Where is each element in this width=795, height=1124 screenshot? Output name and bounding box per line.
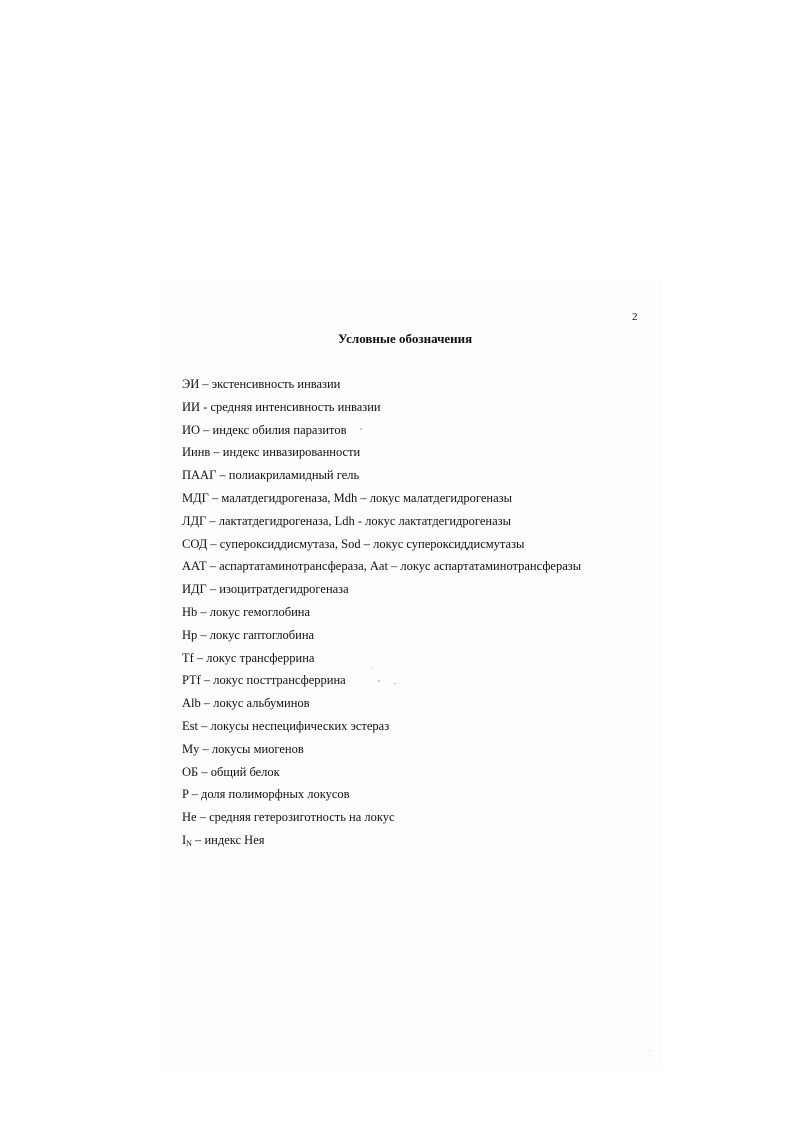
nei-index-description: – индекс Нея — [191, 832, 265, 847]
abbreviation-item: Иинв – индекс инвазированности — [182, 445, 361, 460]
abbreviation-item-nei-index — [182, 831, 581, 854]
abbreviation-item: He – средняя гетерозиготность на локус — [182, 810, 395, 825]
scan-speck — [650, 1050, 651, 1051]
abbreviation-item: ЭИ – экстенсивность инвазии — [182, 377, 341, 391]
abbreviation-item: Hp – локус гаптоглобина — [182, 627, 315, 642]
scan-speck — [360, 428, 362, 430]
nei-index-symbol: I — [182, 832, 187, 847]
nei-index-subscript: N — [186, 838, 192, 848]
abbreviation-item: МДГ – малатдегидрогеназа, Mdh – локус малатдегидрогеназы — [182, 490, 513, 505]
abbreviation-item: ИО – индекс обилия паразитов — [182, 422, 347, 437]
abbreviation-item: Est – локусы неспецифических эстераз — [182, 718, 390, 733]
abbreviation-item: ОБ – общий белок — [182, 764, 280, 779]
page-number: 2 — [632, 311, 638, 323]
document-title: Условные обозначения — [338, 331, 473, 346]
scan-speck — [372, 668, 373, 669]
abbreviation-item: P – доля полиморфных локусов — [182, 787, 350, 802]
abbreviation-item: Hb – локус гемоглобина — [182, 604, 311, 619]
abbreviation-item: Tf – локус трансферрина — [182, 650, 315, 665]
abbreviation-item: ПААГ – полиакриламидный гель — [182, 468, 360, 483]
scan-speck — [394, 683, 396, 684]
abbreviation-item: My – локусы миогенов — [182, 741, 304, 756]
abbreviation-item: ААТ – аспартатаминотрансфераза, Aat – локус аспартатаминотрансферазы — [182, 559, 582, 574]
abbreviation-item: СОД – супероксиддисмутаза, Sod – локус супероксиддисмутазы — [182, 536, 525, 551]
abbreviation-item: ЛДГ – лактатдегидрогеназа, Ldh - локус лактатдегидрогеназы — [182, 513, 511, 528]
abbreviation-item: ИИ - средняя интенсивность инвазии — [182, 399, 381, 414]
scan-speck — [378, 680, 380, 682]
abbreviation-list — [182, 375, 581, 854]
abbreviation-item: PTf – локус посттрансферрина — [182, 673, 346, 688]
abbreviation-item: ИДГ – изоцитратдегидрогеназа — [182, 582, 349, 597]
abbreviation-item: Alb – локус альбуминов — [182, 696, 310, 711]
